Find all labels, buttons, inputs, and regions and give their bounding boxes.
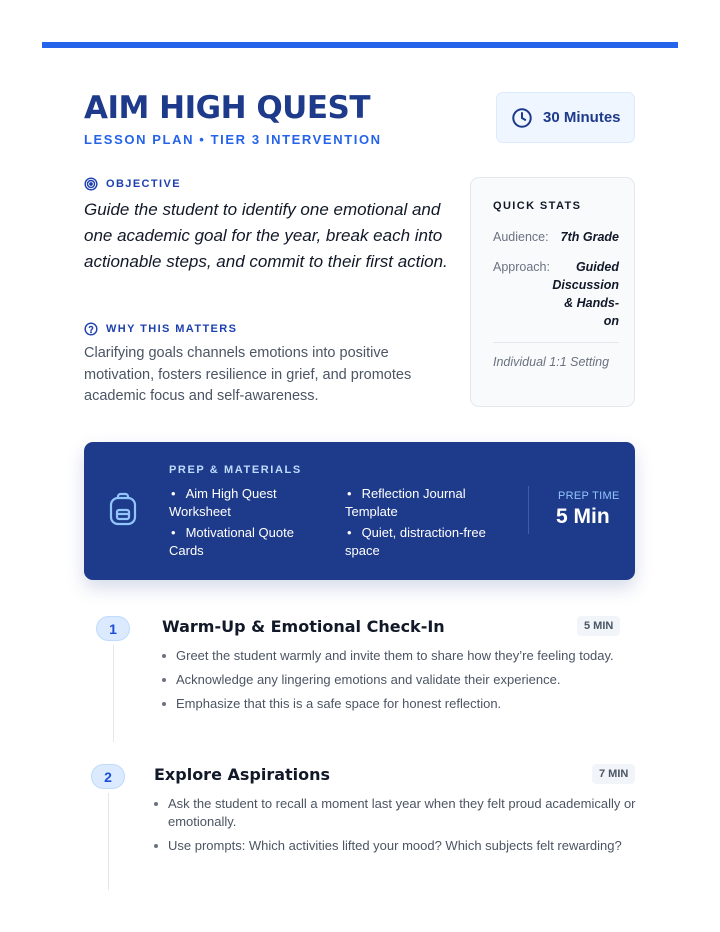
top-accent-bar: [42, 42, 678, 48]
prep-list-right: [345, 485, 505, 563]
approach-value: Guided Discussion & Hands-on: [552, 260, 619, 328]
quick-stats-title: QUICK STATS: [493, 200, 582, 212]
setting-note: Individual 1:1 Setting: [493, 355, 610, 369]
prep-item: • Quiet, distraction-free space: [345, 524, 505, 559]
step-bullets: [162, 647, 632, 719]
stats-divider: [493, 342, 619, 343]
prep-list-left: [169, 485, 319, 563]
duration-label: 30 Minutes: [543, 109, 621, 126]
step-bullets: [154, 795, 636, 861]
audience-row: [493, 228, 619, 246]
prep-title: PREP & MATERIALS: [169, 464, 302, 476]
list-item: Acknowledge any lingering emotions and validate their experience.: [162, 671, 632, 689]
why-label: WHY THIS MATTERS: [84, 322, 237, 336]
objective-label: OBJECTIVE: [84, 177, 181, 191]
objective-text: Guide the student to identify one emotional and one academic goal for the year, break each into actionable steps, and commit to their first action.: [84, 200, 448, 271]
clock-icon: [511, 107, 533, 129]
prep-time-label: PREP TIME: [558, 490, 620, 502]
step-connector: [113, 645, 114, 742]
prep-item: • Reflection Journal Template: [345, 485, 505, 520]
step-connector: [108, 793, 109, 890]
why-text: Clarifying goals channels emotions into positive motivation, fosters resilience in grief, and promotes academic focus and self-awareness.: [84, 345, 412, 404]
question-circle-icon: [84, 322, 98, 336]
prep-materials-card: [84, 442, 635, 580]
target-icon: [84, 177, 98, 191]
prep-time-value: 5 Min: [556, 505, 610, 528]
list-item: Greet the student warmly and invite them to share how they’re feeling today.: [162, 647, 632, 665]
audience-key: Audience:: [493, 230, 549, 244]
page-subtitle: LESSON PLAN • TIER 3 INTERVENTION: [84, 132, 382, 147]
quick-stats-card: [470, 177, 635, 407]
step-number: 1: [96, 616, 130, 641]
prep-divider: [528, 486, 529, 534]
list-item: Use prompts: Which activities lifted your mood? Which subjects felt rewarding?: [154, 837, 636, 855]
duration-badge: [496, 92, 635, 143]
step-title: Explore Aspirations: [154, 765, 331, 784]
approach-row: [493, 258, 619, 330]
step-number: 2: [91, 764, 125, 789]
approach-key: Approach:: [493, 260, 550, 274]
step-title: Warm-Up & Emotional Check-In: [162, 617, 445, 636]
page-title: AIM HIGH QUEST: [84, 90, 371, 126]
step-duration-badge: 5 MIN: [577, 616, 620, 636]
audience-value: 7th Grade: [560, 230, 619, 244]
list-item: Emphasize that this is a safe space for honest reflection.: [162, 695, 632, 713]
prep-item: • Motivational Quote Cards: [169, 524, 319, 559]
prep-item: • Aim High Quest Worksheet: [169, 485, 319, 520]
list-item: Ask the student to recall a moment last year when they felt proud academically or emotionally.: [154, 795, 636, 830]
backpack-icon: [108, 492, 138, 526]
step-duration-badge: 7 MIN: [592, 764, 635, 784]
